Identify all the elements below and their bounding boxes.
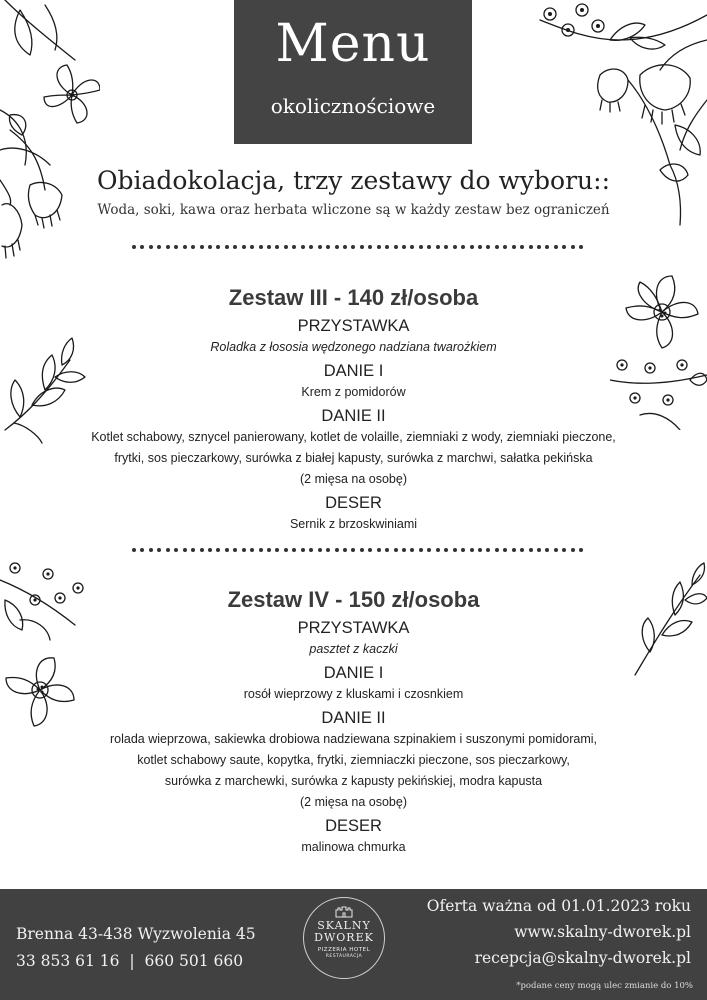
- dessert-label: DESER: [325, 817, 382, 835]
- course1-dish: rosół wieprzowy z kluskami i czosnkiem: [243, 687, 464, 701]
- starter-dish: pasztet z kaczki: [309, 642, 398, 656]
- website-link[interactable]: www.skalny-dworek.pl: [514, 923, 691, 941]
- divider-dot: [174, 548, 178, 552]
- dessert-dish: malinowa chmurka: [301, 840, 406, 854]
- course2-line: (2 mięsa na osobę): [299, 472, 407, 486]
- logo-name-line1: SKALNY: [317, 919, 371, 932]
- divider-dot: [495, 245, 499, 249]
- course2-label: DANIE II: [321, 709, 386, 727]
- course2-line: Kotlet schabowy, sznycel panierowany, kotlet de volaille, ziemniaki z wody, ziemniaki pieczone,: [91, 430, 616, 444]
- course2-line: (2 mięsa na osobę): [299, 795, 407, 809]
- divider-dot: [503, 245, 507, 249]
- divider-dot: [267, 548, 271, 552]
- divider-dot: [132, 245, 136, 249]
- intro-note: Woda, soki, kawa oraz herbata wliczone są w każdy zestaw bez ograniczeń: [97, 202, 610, 218]
- divider-dot: [486, 245, 490, 249]
- logo-name-line2: DWOREK: [314, 931, 374, 944]
- starter-label: PRZYSTAWKA: [297, 619, 410, 637]
- divider-dot: [157, 548, 161, 552]
- divider-dot: [351, 548, 355, 552]
- divider-dot: [233, 245, 237, 249]
- divider-dot: [453, 548, 457, 552]
- divider-dot: [562, 245, 566, 249]
- dotted-divider-1: [132, 244, 584, 250]
- divider-dot: [335, 548, 339, 552]
- divider-dot: [284, 548, 288, 552]
- logo-tagline-2: RESTAURACJA: [325, 954, 363, 959]
- divider-dot: [284, 245, 288, 249]
- divider-dot: [318, 245, 322, 249]
- divider-dot: [529, 245, 533, 249]
- divider-dot: [351, 245, 355, 249]
- divider-dot: [216, 245, 220, 249]
- divider-dot: [503, 548, 507, 552]
- divider-dot: [259, 548, 263, 552]
- divider-dot: [571, 548, 575, 552]
- divider-dot: [436, 245, 440, 249]
- dotted-divider-2: [132, 547, 584, 553]
- menu-title: Menu: [275, 14, 431, 74]
- divider-dot: [343, 245, 347, 249]
- divider-dot: [571, 245, 575, 249]
- divider-dot: [579, 548, 583, 552]
- divider-dot: [140, 245, 144, 249]
- divider-dot: [225, 548, 229, 552]
- starter-label: PRZYSTAWKA: [297, 317, 410, 335]
- divider-dot: [309, 245, 313, 249]
- email-link[interactable]: recepcja@skalny-dworek.pl: [474, 949, 691, 967]
- menu-subtitle: okolicznościowe: [270, 94, 436, 118]
- divider-dot: [579, 245, 583, 249]
- divider-dot: [200, 245, 204, 249]
- divider-dot: [486, 548, 490, 552]
- divider-dot: [149, 548, 153, 552]
- divider-dot: [292, 548, 296, 552]
- divider-dot: [301, 245, 305, 249]
- divider-dot: [470, 245, 474, 249]
- divider-dot: [208, 245, 212, 249]
- divider-dot: [562, 548, 566, 552]
- menu-header-panel: [234, 0, 472, 144]
- divider-dot: [394, 548, 398, 552]
- divider-dot: [191, 548, 195, 552]
- divider-dot: [292, 245, 296, 249]
- divider-dot: [529, 548, 533, 552]
- divider-dot: [360, 245, 364, 249]
- course2-line: kotlet schabowy saute, kopytka, frytki, ziemniaczki pieczone, sos pieczarkowy,: [137, 753, 570, 767]
- divider-dot: [368, 245, 372, 249]
- divider-dot: [478, 548, 482, 552]
- divider-dot: [470, 548, 474, 552]
- divider-dot: [385, 548, 389, 552]
- divider-dot: [140, 548, 144, 552]
- divider-dot: [385, 245, 389, 249]
- divider-dot: [444, 548, 448, 552]
- course2-line: surówka z marchewki, surówka z kapusty pekińskiej, modra kapusta: [164, 774, 543, 788]
- divider-dot: [200, 548, 204, 552]
- divider-dot: [250, 548, 254, 552]
- divider-dot: [368, 548, 372, 552]
- divider-dot: [402, 548, 406, 552]
- divider-dot: [444, 245, 448, 249]
- course2-label: DANIE II: [321, 407, 386, 425]
- divider-dot: [225, 245, 229, 249]
- divider-dot: [478, 245, 482, 249]
- divider-dot: [512, 548, 516, 552]
- divider-dot: [149, 245, 153, 249]
- course1-dish: Krem z pomidorów: [301, 385, 406, 399]
- divider-dot: [512, 245, 516, 249]
- divider-dot: [242, 245, 246, 249]
- set-3-section: [0, 283, 707, 535]
- divider-dot: [250, 245, 254, 249]
- divider-dot: [259, 245, 263, 249]
- divider-dot: [242, 548, 246, 552]
- divider-dot: [427, 548, 431, 552]
- divider-dot: [419, 548, 423, 552]
- starter-dish: Roladka z łososia wędzonego nadziana twarożkiem: [210, 340, 497, 354]
- divider-dot: [377, 245, 381, 249]
- top-right-flowers-illustration: [520, 0, 707, 230]
- divider-dot: [537, 548, 541, 552]
- divider-dot: [301, 548, 305, 552]
- divider-dot: [461, 245, 465, 249]
- divider-dot: [309, 548, 313, 552]
- footer-address: Brenna 43-438 Wyzwolenia 45: [16, 925, 256, 943]
- set-4-section: [0, 585, 707, 858]
- divider-dot: [183, 245, 187, 249]
- divider-dot: [174, 245, 178, 249]
- course2-line: rolada wieprzowa, sakiewka drobiowa nadziewana szpinakiem i suszonymi pomidorami,: [109, 732, 598, 746]
- dessert-label: DESER: [325, 494, 382, 512]
- divider-dot: [427, 245, 431, 249]
- divider-dot: [436, 548, 440, 552]
- divider-dot: [183, 548, 187, 552]
- divider-dot: [545, 245, 549, 249]
- course1-label: DANIE I: [323, 362, 384, 380]
- divider-dot: [520, 245, 524, 249]
- divider-dot: [326, 245, 330, 249]
- skalny-dworek-logo: [303, 897, 385, 979]
- divider-dot: [157, 245, 161, 249]
- divider-dot: [495, 548, 499, 552]
- footer-bar: [0, 889, 707, 1000]
- dessert-dish: Sernik z brzoskwiniami: [289, 517, 418, 531]
- divider-dot: [453, 245, 457, 249]
- divider-dot: [208, 548, 212, 552]
- divider-dot: [191, 245, 195, 249]
- divider-dot: [132, 548, 136, 552]
- divider-dot: [267, 245, 271, 249]
- divider-dot: [410, 548, 414, 552]
- divider-dot: [377, 548, 381, 552]
- top-left-flowers-illustration: [0, 0, 100, 270]
- intro-headline: Obiadokolacja, trzy zestawy do wyboru::: [96, 166, 611, 195]
- set-title: Zestaw IV - 150 zł/osoba: [227, 587, 480, 612]
- divider-dot: [402, 245, 406, 249]
- divider-dot: [216, 548, 220, 552]
- course1-label: DANIE I: [323, 664, 384, 682]
- divider-dot: [275, 245, 279, 249]
- footer-phones: 33 853 61 16 | 660 501 660: [16, 952, 244, 970]
- castle-logo-icon: [335, 906, 353, 918]
- divider-dot: [166, 245, 170, 249]
- divider-dot: [394, 245, 398, 249]
- course2-line: frytki, sos pieczarkowy, surówka z białej kapusty, surówka z marchwi, sałatka pekińska: [114, 451, 593, 465]
- logo-tagline: PIZZERIA HOTEL: [317, 947, 371, 953]
- divider-dot: [419, 245, 423, 249]
- divider-dot: [326, 548, 330, 552]
- divider-dot: [335, 245, 339, 249]
- divider-dot: [166, 548, 170, 552]
- divider-dot: [233, 548, 237, 552]
- divider-dot: [554, 245, 558, 249]
- divider-dot: [537, 245, 541, 249]
- divider-dot: [343, 548, 347, 552]
- divider-dot: [275, 548, 279, 552]
- divider-dot: [318, 548, 322, 552]
- offer-validity: Oferta ważna od 01.01.2023 roku: [426, 897, 691, 915]
- price-disclaimer: *podane ceny mogą ulec zmianie do 10%: [516, 981, 693, 991]
- divider-dot: [545, 548, 549, 552]
- divider-dot: [461, 548, 465, 552]
- divider-dot: [520, 548, 524, 552]
- divider-dot: [360, 548, 364, 552]
- set-title: Zestaw III - 140 zł/osoba: [228, 285, 479, 310]
- divider-dot: [410, 245, 414, 249]
- divider-dot: [554, 548, 558, 552]
